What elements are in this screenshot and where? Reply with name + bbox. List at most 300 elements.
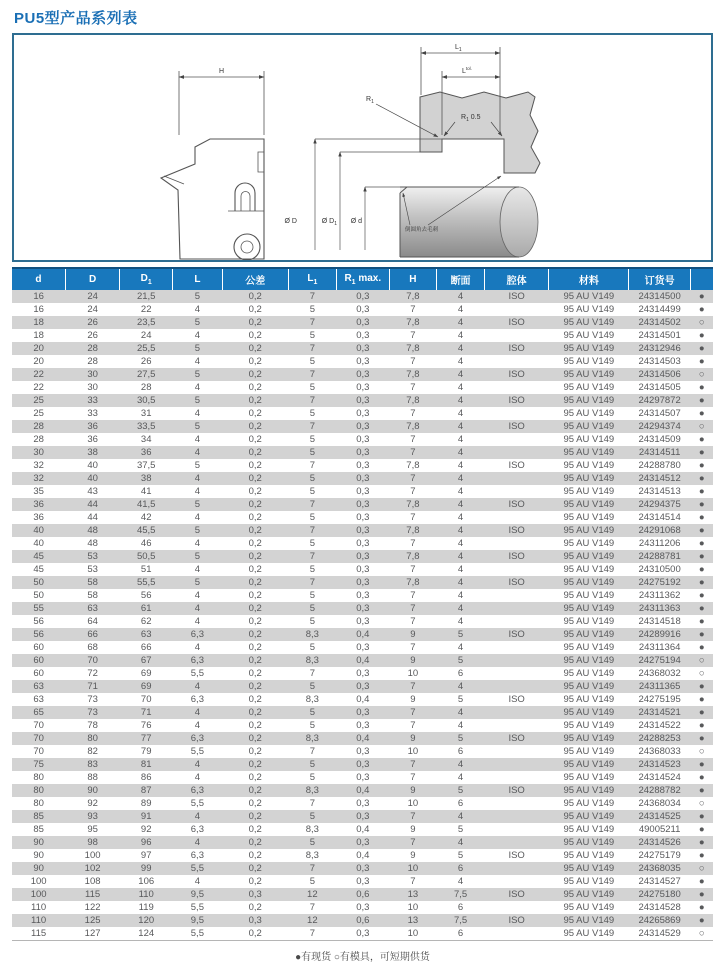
cell-section: 4 [457,538,464,549]
cell-d: 90 [33,850,44,861]
cell-d: 30 [33,447,44,458]
cell-H: 7 [410,564,416,575]
cell-tolerance: 0,2 [248,863,262,874]
cell-material: 95 AU V149 [563,889,615,900]
table-row [12,537,713,550]
cell-D: 127 [84,928,101,939]
cell-section: 4 [457,616,464,627]
cell-D: 58 [87,590,98,601]
cell-D1: 99 [140,863,152,874]
cell-L1: 5 [309,564,315,575]
cell-L1: 12 [307,915,318,926]
cell-R1max: 0,3 [356,499,370,510]
cell-D: 88 [87,772,98,783]
table-row [12,407,713,420]
cell-tolerance: 0,2 [248,655,262,666]
table-row [12,927,713,941]
cell-d: 70 [33,746,44,757]
cell-material: 95 AU V149 [563,330,615,341]
cell-order_no: 24311206 [638,538,681,549]
cell-order_no: 24275179 [638,850,681,861]
cell-H: 7 [410,512,416,523]
cell-order_no: 24265869 [638,915,681,926]
cell-material: 95 AU V149 [563,564,615,575]
cell-order_no: 24314502 [638,317,681,328]
cell-D1: 31 [140,408,152,419]
cell-section: 4 [457,603,464,614]
cell-D1: 81 [140,759,152,770]
cell-order_no: 24275194 [638,655,681,666]
cell-H: 7,8 [406,551,420,562]
cell-order_no: 24297872 [638,395,681,406]
cell-L1: 7 [309,928,315,939]
cell-stock: ● [698,486,705,497]
cell-D1: 25,5 [136,343,156,354]
dim-label-h: H [219,68,225,75]
cell-cavity: ISO [508,629,525,640]
cell-R1max: 0,3 [356,590,370,601]
cell-cavity [484,836,548,849]
cell-order_no: 24314518 [638,616,681,627]
cell-cavity [484,654,548,667]
cell-D: 70 [87,655,98,666]
cell-L: 6,3 [190,733,204,744]
cell-cavity: ISO [508,291,525,302]
cell-H: 7 [410,382,416,393]
cell-R1max: 0,3 [356,434,370,445]
cell-material: 95 AU V149 [563,395,615,406]
cell-L: 4 [194,408,201,419]
cell-tolerance: 0,2 [248,447,262,458]
cell-H: 7 [410,408,416,419]
cell-d: 90 [33,837,44,848]
cell-order_no: 24368033 [638,746,681,757]
cell-H: 10 [407,746,419,757]
cell-L: 4 [194,473,201,484]
cell-L1: 5 [309,642,315,653]
cell-cavity [484,680,548,693]
cell-stock: ● [698,772,705,783]
cell-H: 9 [410,850,416,861]
cell-H: 7,8 [406,499,420,510]
table-row [12,303,713,316]
table-row [12,914,713,927]
cell-order_no: 24314526 [638,837,681,848]
cell-L: 5,5 [190,902,204,913]
cell-H: 7 [410,603,416,614]
cell-stock: ○ [698,746,705,757]
table-row [12,888,713,901]
cell-D1: 97 [140,850,152,861]
cell-L1: 8,3 [305,733,319,744]
cell-order_no: 24275192 [638,577,681,588]
cell-L: 4 [194,876,201,887]
cell-H: 7 [410,642,416,653]
cell-section: 7,5 [453,889,468,900]
table-row [12,758,713,771]
cell-D: 33 [87,395,98,406]
cell-L1: 5 [309,434,315,445]
cell-stock: ● [698,330,705,341]
cell-cavity [484,810,548,823]
cell-H: 7,8 [406,460,420,471]
table-row [12,797,713,810]
cell-material: 95 AU V149 [563,837,615,848]
cell-L: 4 [194,447,201,458]
cell-L1: 12 [307,889,318,900]
cell-L: 4 [194,616,201,627]
cell-d: 55 [33,603,44,614]
cell-d: 20 [33,343,44,354]
cell-L: 4 [194,720,201,731]
cell-R1max: 0,3 [356,642,370,653]
cell-stock: ● [698,408,705,419]
cell-cavity [484,706,548,719]
cell-R1max: 0,3 [356,473,370,484]
cell-material: 95 AU V149 [563,538,615,549]
cell-D1: 56 [140,590,152,601]
cell-D1: 124 [138,928,155,939]
cell-d: 16 [33,291,44,302]
cell-d: 60 [33,655,44,666]
cell-R1max: 0,3 [356,876,370,887]
table-row [12,381,713,394]
dia-label-d1: Ø $D_1$ [321,218,337,227]
cell-d: 110 [31,902,47,913]
cell-D: 30 [87,382,98,393]
cell-L: 4 [194,603,201,614]
cell-D1: 34 [140,434,152,445]
cell-D: 30 [87,369,98,380]
cell-tolerance: 0,2 [248,356,262,367]
cell-D: 44 [87,499,98,510]
cell-cavity: ISO [508,850,525,861]
cell-D: 115 [85,889,101,900]
table-row [12,901,713,914]
cell-section: 4 [457,304,464,315]
cell-d: 70 [33,720,44,731]
cell-R1max: 0,3 [356,577,370,588]
cell-H: 7 [410,590,416,601]
cell-L1: 5 [309,876,315,887]
cell-H: 7 [410,759,416,770]
table-row [12,667,713,680]
cell-D: 24 [87,304,98,315]
cell-D1: 41 [140,486,152,497]
cell-L: 5 [194,525,201,536]
cell-R1max: 0,3 [356,382,370,393]
cell-cavity: ISO [508,694,525,705]
cell-R1max: 0,3 [356,460,370,471]
table-row [12,732,713,745]
cell-H: 7,8 [406,421,420,432]
cell-D: 38 [87,447,98,458]
cell-D: 33 [87,408,98,419]
cell-stock: ○ [698,655,705,666]
cell-tolerance: 0,2 [248,551,262,562]
cell-D: 122 [84,902,101,913]
cell-D: 28 [87,356,98,367]
cell-D1: 61 [140,603,152,614]
cell-L: 4 [194,356,201,367]
cell-stock: ○ [698,421,705,432]
cell-material: 95 AU V149 [563,915,615,926]
cell-material: 95 AU V149 [563,824,615,835]
cell-d: 115 [31,928,47,939]
cell-cavity [484,667,548,680]
cell-section: 4 [457,681,464,692]
cell-cavity [484,472,548,485]
cell-tolerance: 0,2 [248,642,262,653]
column-header-material: 材料 [549,268,629,290]
cell-tolerance: 0,2 [248,746,262,757]
cell-stock: ○ [698,668,705,679]
cell-tolerance: 0,2 [248,837,262,848]
cell-D: 48 [87,538,98,549]
cell-material: 95 AU V149 [563,525,615,536]
cell-stock: ● [698,915,705,926]
cell-order_no: 24312946 [638,343,681,354]
cell-material: 95 AU V149 [563,343,615,354]
cell-tolerance: 0,2 [248,616,262,627]
cell-D: 40 [87,460,98,471]
table-row [12,602,713,615]
cell-tolerance: 0,2 [248,681,262,692]
cell-order_no: 24310500 [638,564,681,575]
cell-H: 7 [410,837,416,848]
cell-material: 95 AU V149 [563,408,615,419]
cell-D: 43 [87,486,98,497]
table-row [12,836,713,849]
cell-section: 4 [457,460,464,471]
cell-d: 20 [33,356,44,367]
cell-D1: 46 [140,538,152,549]
cell-d: 25 [33,395,44,406]
groove-radius-label: $R_1$ 0.5 [461,114,481,123]
cell-order_no: 24314511 [638,447,681,458]
cell-order_no: 24311362 [638,590,681,601]
cell-d: 40 [33,538,44,549]
cell-stock: ● [698,460,705,471]
table-row [12,342,713,355]
cell-section: 4 [457,421,464,432]
cell-stock: ● [698,720,705,731]
cell-d: 40 [33,525,44,536]
cell-material: 95 AU V149 [563,928,615,939]
dim-label-ltol: $L^{tol.}$ [462,66,472,75]
cell-H: 7,8 [406,343,420,354]
cell-material: 95 AU V149 [563,876,615,887]
cell-order_no: 24368032 [638,668,681,679]
cell-L1: 5 [309,408,315,419]
cell-H: 7 [410,772,416,783]
table-row [12,654,713,667]
cell-L1: 5 [309,447,315,458]
cell-material: 95 AU V149 [563,642,615,653]
cell-stock: ○ [698,369,705,380]
cell-R1max: 0,3 [356,772,370,783]
cell-L: 4 [194,330,201,341]
stock-legend: ●有现货 ○有模具，可短期供货 [295,952,430,963]
cell-D1: 96 [140,837,152,848]
cell-tolerance: 0,2 [248,902,262,913]
cell-R1max: 0,3 [356,811,370,822]
cell-D: 28 [87,343,98,354]
cell-D: 63 [87,603,98,614]
cell-cavity [484,303,548,316]
cell-L: 5,5 [190,746,204,757]
cell-stock: ● [698,603,705,614]
cell-tolerance: 0,2 [248,707,262,718]
cell-D: 80 [87,733,98,744]
cell-stock: ● [698,642,705,653]
cell-D: 53 [87,551,98,562]
cell-section: 5 [457,694,464,705]
cell-stock: ○ [698,317,705,328]
cell-stock: ● [698,434,705,445]
cell-L: 4 [194,811,201,822]
cell-D1: 41,5 [136,499,156,510]
cell-order_no: 24291068 [638,525,681,536]
cell-D: 92 [87,798,98,809]
cell-D: 36 [87,434,98,445]
cell-d: 80 [33,785,44,796]
cell-material: 95 AU V149 [563,460,615,471]
cell-material: 95 AU V149 [563,694,615,705]
cell-L: 5 [194,343,201,354]
cell-d: 63 [33,681,44,692]
cell-material: 95 AU V149 [563,486,615,497]
table-row [12,628,713,641]
cell-order_no: 24314521 [638,707,681,718]
cell-R1max: 0,3 [356,421,370,432]
cell-tolerance: 0,2 [248,395,262,406]
cell-D: 125 [84,915,101,926]
cell-d: 100 [30,889,47,900]
cell-stock: ● [698,538,705,549]
cell-R1max: 0,3 [356,798,370,809]
seal-cross-section-drawing [14,35,711,260]
cell-order_no: 24314499 [638,304,681,315]
cell-D1: 63 [140,629,152,640]
cell-D1: 110 [138,889,154,900]
cell-order_no: 24314523 [638,759,681,770]
cell-H: 7,8 [406,395,420,406]
cell-section: 5 [457,733,464,744]
cell-section: 4 [457,330,464,341]
cell-L1: 7 [309,863,315,874]
cell-D: 26 [87,330,98,341]
cell-L1: 5 [309,304,315,315]
cell-material: 95 AU V149 [563,382,615,393]
cell-stock: ● [698,876,705,887]
cell-L: 4 [194,486,201,497]
cell-order_no: 24294374 [638,421,681,432]
cell-H: 7 [410,447,416,458]
cell-stock: ● [698,850,705,861]
cell-D: 26 [87,317,98,328]
table-header-row [12,268,713,290]
cell-R1max: 0,3 [356,616,370,627]
cell-order_no: 24314509 [638,434,681,445]
r1-label: $R_1$ [366,96,374,105]
cell-material: 95 AU V149 [563,447,615,458]
cell-R1max: 0,3 [356,304,370,315]
cell-d: 28 [33,421,44,432]
cell-D: 83 [87,759,98,770]
cell-cavity [484,719,548,732]
cell-stock: ● [698,473,705,484]
cell-L1: 7 [309,746,315,757]
cell-D1: 91 [140,811,152,822]
table-row [12,823,713,836]
cell-L: 4 [194,512,201,523]
table-row [12,459,713,472]
cell-section: 7,5 [453,915,468,926]
cell-L1: 7 [309,317,315,328]
cell-stock: ● [698,824,705,835]
cell-D: 72 [87,668,98,679]
table-row [12,329,713,342]
cell-stock: ● [698,577,705,588]
cell-material: 95 AU V149 [563,668,615,679]
cell-material: 95 AU V149 [563,616,615,627]
cell-H: 7 [410,616,416,627]
cell-section: 4 [457,408,464,419]
cell-section: 4 [457,382,464,393]
table-row [12,862,713,875]
cell-L: 5 [194,369,201,380]
dia-label-d-rod: Ø d [350,218,362,225]
cell-D1: 79 [140,746,152,757]
cell-tolerance: 0,2 [248,421,262,432]
table-row [12,394,713,407]
cell-L1: 7 [309,668,315,679]
cell-D: 93 [87,811,98,822]
cell-stock: ● [698,304,705,315]
cell-R1max: 0,3 [356,408,370,419]
cell-tolerance: 0,2 [248,525,262,536]
cell-R1max: 0,3 [356,720,370,731]
table-row [12,615,713,628]
cell-H: 7 [410,434,416,445]
cell-section: 6 [457,902,464,913]
cell-cavity [484,355,548,368]
column-header-order_no: 订货号 [629,268,691,290]
cell-D1: 67 [140,655,152,666]
table-row [12,524,713,537]
cell-section: 4 [457,343,464,354]
cell-section: 4 [457,473,464,484]
cell-section: 4 [457,551,464,562]
cell-R1max: 0,3 [356,681,370,692]
cell-R1max: 0,3 [356,551,370,562]
cell-material: 95 AU V149 [563,499,615,510]
cell-d: 70 [33,733,44,744]
cell-D1: 66 [140,642,152,653]
cell-stock: ● [698,499,705,510]
cell-cavity: ISO [508,499,525,510]
table-row [12,810,713,823]
cell-L: 6,3 [190,850,204,861]
cell-tolerance: 0,2 [248,928,262,939]
table-row [12,875,713,888]
cell-D: 108 [84,876,101,887]
cell-section: 4 [457,707,464,718]
cell-L: 5 [194,291,201,302]
cell-H: 7,8 [406,291,420,302]
cell-stock: ● [698,564,705,575]
